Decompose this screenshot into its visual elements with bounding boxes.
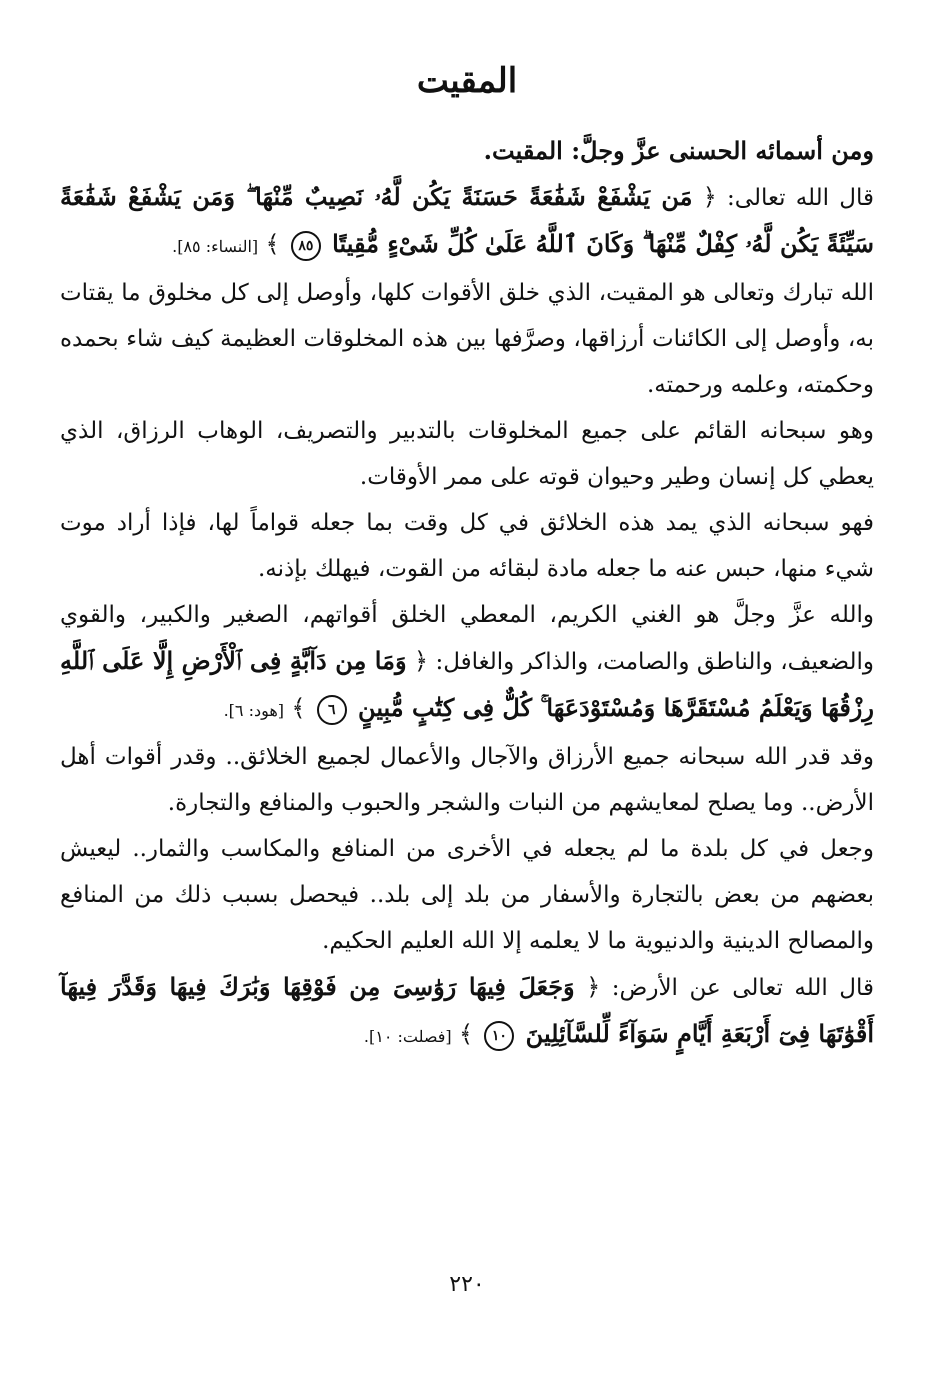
verse-paragraph-nisa	[60, 174, 874, 270]
verse-reference: [هود: ٦].	[223, 700, 285, 720]
paragraph-5: وقد قدر الله سبحانه جميع الأرزاق والآجال والأعمال لجميع الخلائق.. وقدر أقوات أهل الأرض.. وما يصلح لمعايشهم من النبات والشجر والحبوب والمنافع والتجارة.	[60, 743, 874, 816]
verse-open-bracket: ﴿	[586, 972, 601, 1001]
lead-sentence: ومن أسمائه الحسنى عزَّ وجلَّ: المقيت.	[483, 135, 874, 165]
paragraph-1: الله تبارك وتعالى هو المقيت، الذي خلق الأقوات كلها، وأوصل إلى كل مخلوق ما يقتات به، وأوصل إلى الكائنات أرزاقها، وصرَّفها بين هذه المخلوقات العظيمة كيف شاء بحمده وحكمته، وعلمه ورحمته.	[60, 279, 874, 398]
paragraph-4	[60, 592, 874, 734]
verse-intro: قال الله تعالى:	[727, 184, 875, 211]
verse-number-mark: ٦	[317, 695, 347, 725]
quran-verse-nisa-85: مَن يَشْفَعْ شَفَٰعَةً حَسَنَةً يَكُن لَّهُۥ نَصِيبٌ مِّنْهَا ۖ وَمَن يَشْفَعْ شَفَٰعَةً سَيِّئَةً يَكُن لَّهُۥ كِفْلٌ مِّنْهَا ۗ وَكَانَ ٱللَّهُ عَلَىٰ كُلِّ شَىْءٍ مُّقِيتًا	[60, 181, 874, 258]
verse-intro: قال الله تعالى عن الأرض:	[611, 974, 875, 1001]
page-number: ٢٢٠	[449, 1272, 485, 1297]
verse-close-bracket: ﴾	[265, 229, 280, 258]
chapter-title: المقيت	[416, 61, 518, 101]
paragraph-6: وجعل في كل بلدة ما لم يجعله في الأخرى من المنافع والمكاسب والثمار.. ليعيش بعضهم من بعض بالتجارة والأسفار من بلد إلى بلد.. فيحصل بسبب ذلك من المنافع والمصالح الدينية والدنيوية ما لا يعلمه إلا الله العليم الحكيم.	[60, 835, 874, 954]
paragraph-3: فهو سبحانه الذي يمد هذه الخلائق في كل وقت بما جعله قواماً لها، فإذا أراد موت شيء منها، حبس عنه ما جعله مادة لبقائه من القوت، فيهلك بإذنه.	[60, 509, 874, 582]
paragraph-4-text: والله عزَّ وجلَّ هو الغني الكريم، المعطي الخلق أقواتهم، الصغير والكبير، والقوي والضعيف، والناطق والصامت، والذاكر والغافل:	[60, 601, 874, 675]
verse-number-mark: ١٠	[484, 1021, 514, 1051]
verse-open-bracket: ﴿	[702, 182, 717, 211]
verse-number-mark: ٨٥	[291, 231, 321, 261]
quran-verse-fussilat-10: وَجَعَلَ فِيهَا رَوَٰسِىَ مِن فَوْقِهَا وَبَٰرَكَ فِيهَا وَقَدَّرَ فِيهَآ أَقْوَٰتَهَا فِىٓ أَرْبَعَةِ أَيَّامٍ سَوَآءً لِّلسَّآئِلِينَ	[60, 971, 874, 1048]
verse-paragraph-fussilat	[60, 964, 874, 1060]
paragraph-2: وهو سبحانه القائم على جميع المخلوقات بالتدبير والتصريف، الوهاب الرزاق، الذي يعطي كل إنسان وطير وحيوان قوته على ممر الأوقات.	[60, 417, 874, 490]
quran-verse-hud-6: وَمَا مِن دَآبَّةٍ فِى ٱلْأَرْضِ إِلَّا عَلَى ٱللَّهِ رِزْقُهَا وَيَعْلَمُ مُسْتَقَرَّهَا وَمُسْتَوْدَعَهَا ۚ كُلٌّ فِى كِتَٰبٍ مُّبِينٍ	[60, 645, 874, 722]
verse-open-bracket: ﴿	[413, 646, 429, 675]
verse-reference: [فصلت: ١٠].	[363, 1026, 452, 1046]
verse-close-bracket: ﴾	[458, 1019, 474, 1048]
verse-reference: [النساء: ٨٥].	[172, 236, 259, 256]
verse-close-bracket: ﴾	[291, 693, 306, 722]
